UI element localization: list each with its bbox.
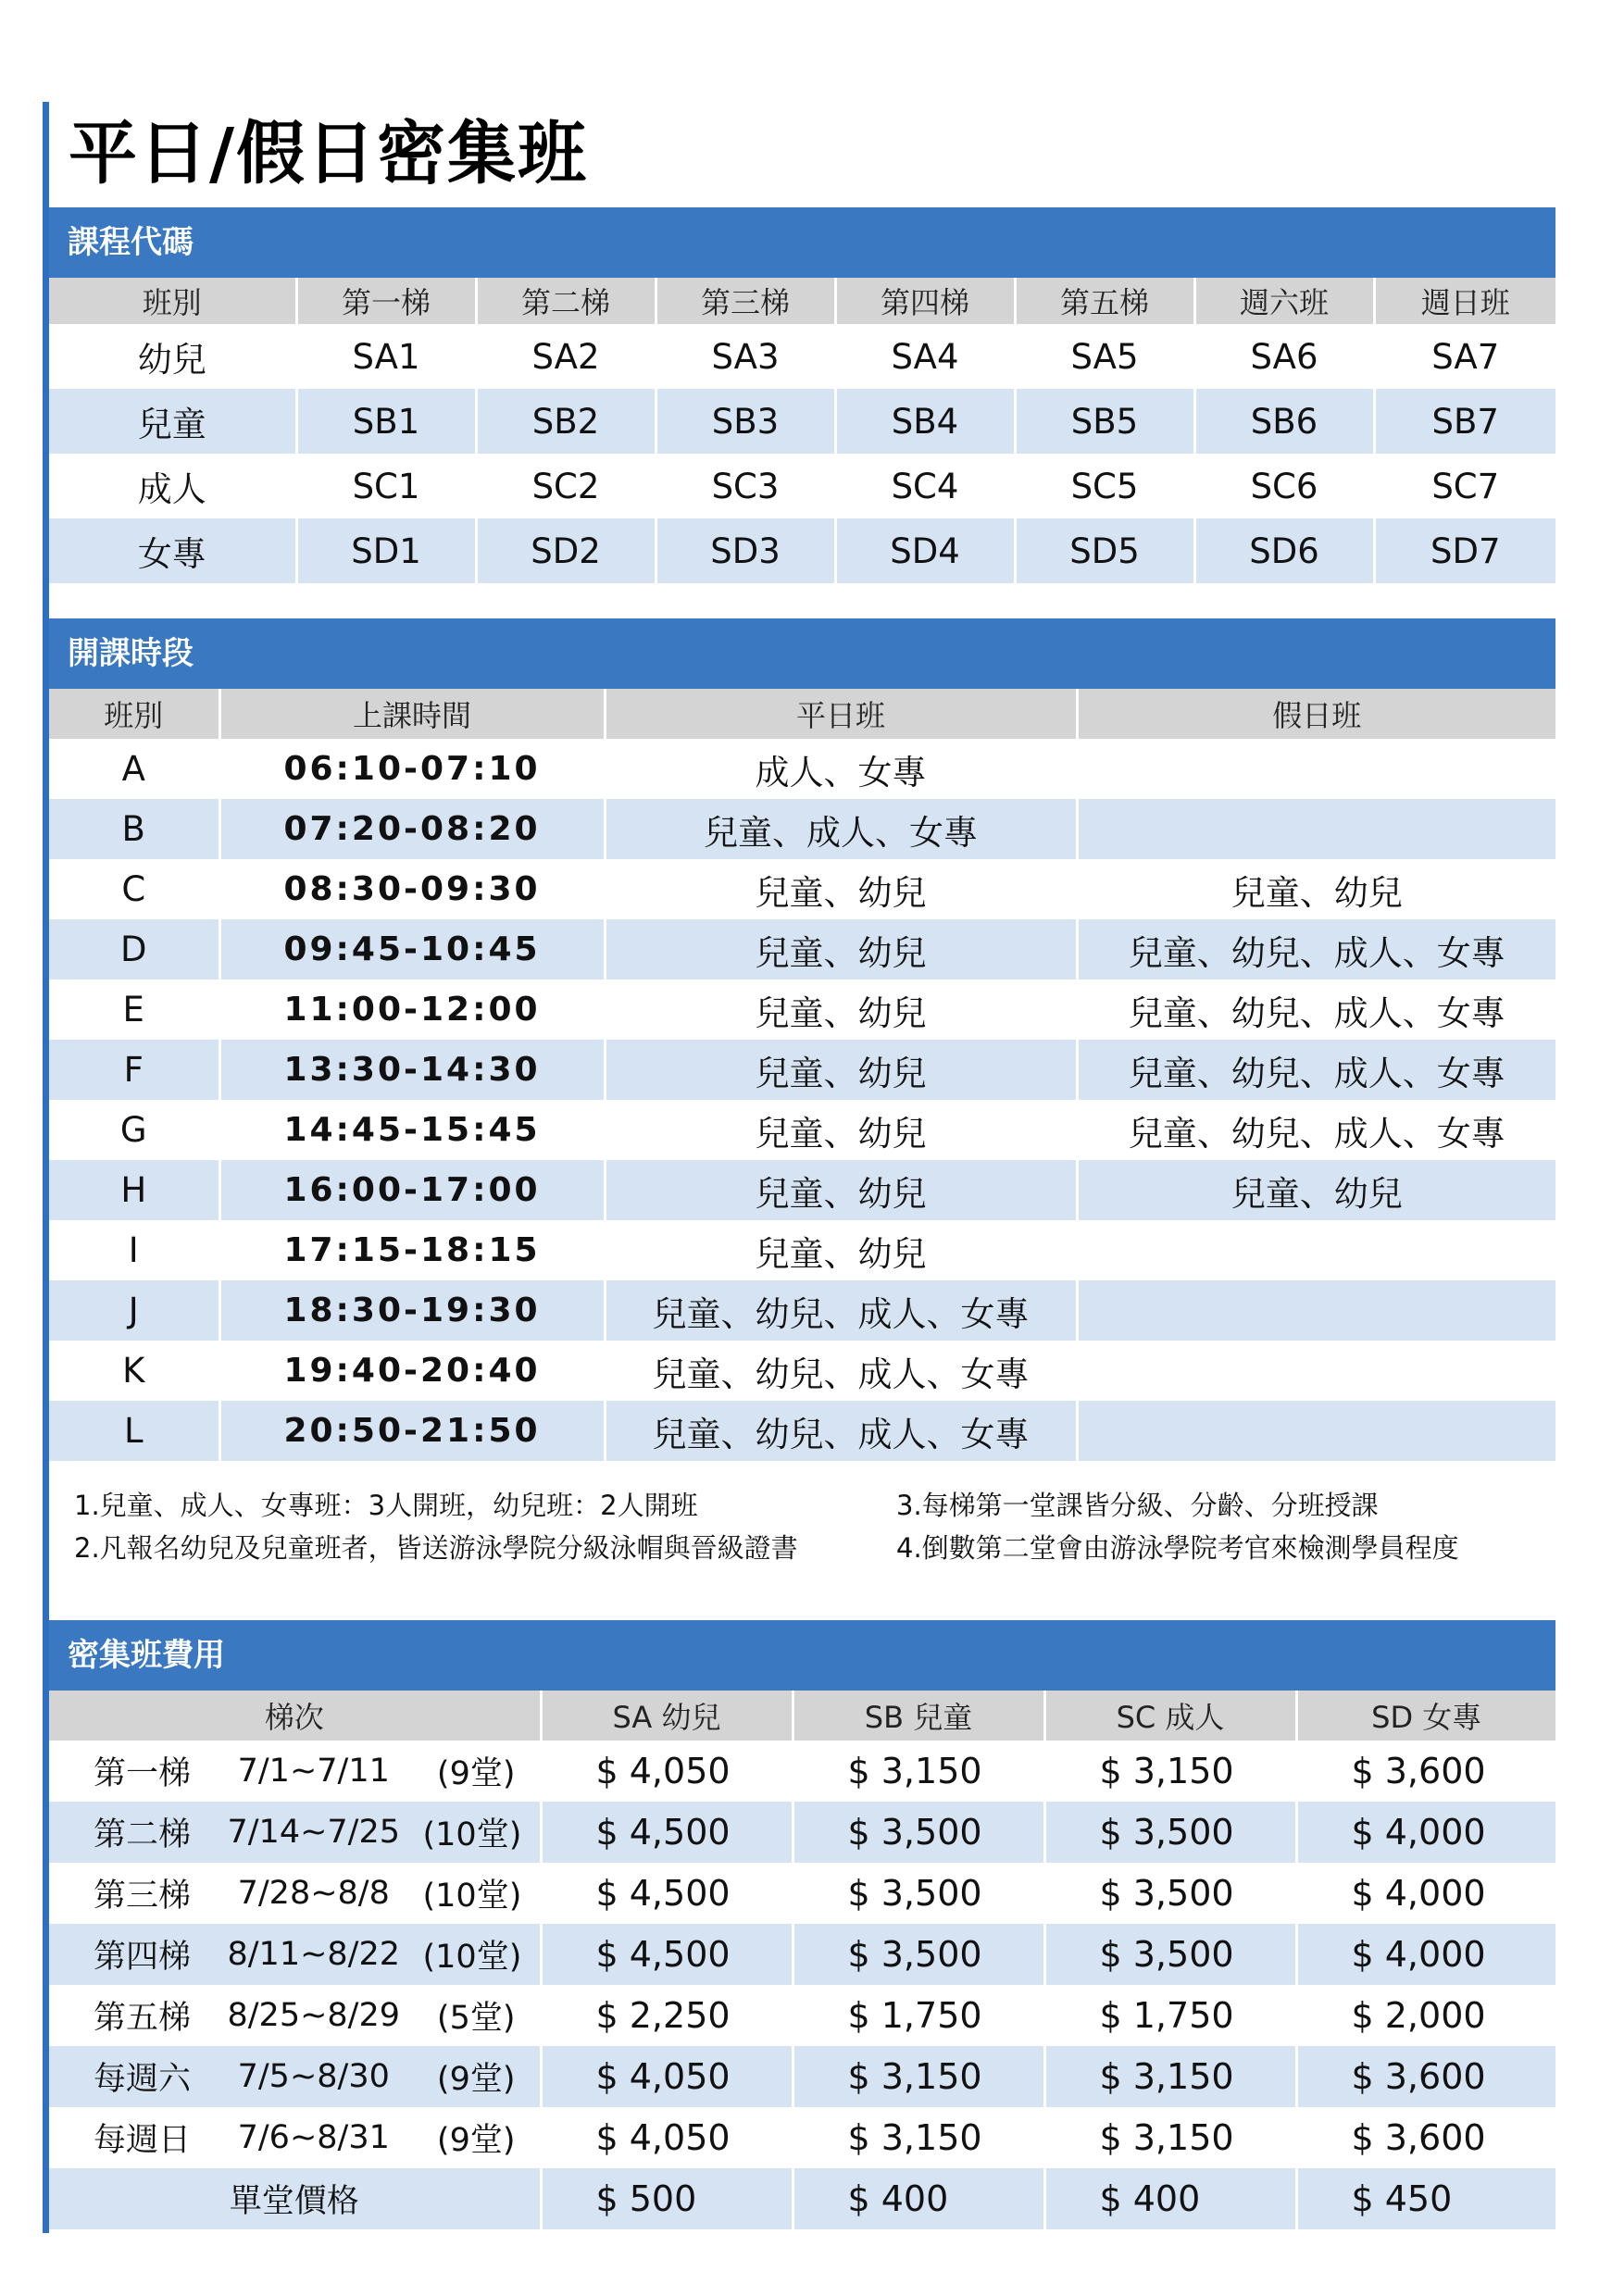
schedule-weekend-cell	[1077, 1341, 1555, 1401]
schedule-weekday-cell: 兒童、幼兒	[605, 919, 1077, 980]
fees-unit-price-cell: $ 400	[1044, 2168, 1296, 2229]
fees-unit-price-cell: $ 450	[1296, 2168, 1555, 2229]
schedule-row	[49, 1280, 1555, 1341]
codes-code-cell: SD2	[476, 518, 656, 583]
codes-class-cell: 成人	[137, 469, 206, 509]
schedule-slot-cell: K	[122, 1351, 145, 1391]
fees-price-cell: $ 4,000	[1296, 1863, 1555, 1924]
schedule-column-header: 班別	[49, 689, 219, 739]
fees-price-cell: $ 4,000	[1296, 1802, 1555, 1863]
fees-tier-info	[49, 1931, 540, 1978]
fees-tier-info	[49, 2053, 540, 2100]
fees-tier-sessions: (10堂)	[422, 1816, 522, 1853]
schedule-slot-cell: A	[121, 749, 145, 789]
schedule-time-cell: 14:45-15:45	[219, 1100, 605, 1160]
fees-tier-dates: 7/6~8/31	[237, 2119, 390, 2156]
schedule-column-header: 平日班	[605, 689, 1077, 739]
fees-price-cell: $ 4,500	[541, 1863, 793, 1924]
codes-code-cell: SA5	[1015, 324, 1194, 389]
schedule-weekend-cell: 兒童、幼兒、成人、女專	[1077, 1040, 1555, 1100]
schedule-weekday-cell: 兒童、幼兒	[605, 859, 1077, 919]
codes-code-cell: SC3	[656, 454, 835, 518]
fees-price-cell: $ 3,500	[793, 1802, 1044, 1863]
note-1: 1.兒童、成人、女專班：3人開班，幼兒班：2人開班	[74, 1490, 698, 1521]
fees-column-header: SA 幼兒	[541, 1691, 793, 1741]
codes-code-cell: SD7	[1374, 518, 1555, 583]
fees-table	[49, 1691, 1555, 2229]
fees-row	[49, 2046, 1555, 2107]
fees-tier-cell	[49, 1802, 541, 1863]
codes-code-cell: SC6	[1194, 454, 1374, 518]
codes-column-header: 週六班	[1194, 278, 1374, 324]
fees-row	[49, 2107, 1555, 2168]
fees-tier-name: 第四梯	[94, 1939, 192, 1976]
fees-tier-cell	[49, 1924, 541, 1985]
fees-price-cell: $ 3,600	[1296, 2046, 1555, 2107]
schedule-weekday-cell: 兒童、幼兒	[605, 1160, 1077, 1220]
schedule-weekday-cell: 兒童、幼兒	[605, 1220, 1077, 1280]
schedule-weekday-cell: 成人、女專	[605, 739, 1077, 799]
codes-class-cell: 女專	[49, 518, 296, 583]
schedule-time-cell: 16:00-17:00	[219, 1160, 605, 1220]
codes-column-header: 第二梯	[476, 278, 656, 324]
codes-column-header: 第四梯	[835, 278, 1015, 324]
fees-tier-info	[49, 1748, 540, 1794]
fees-price-cell: $ 4,500	[541, 1924, 793, 1985]
schedule-slot-cell: D	[49, 919, 219, 980]
fees-row	[49, 1985, 1555, 2046]
fees-price-cell: $ 4,050	[541, 1741, 793, 1802]
schedule-weekday-cell: 兒童、幼兒	[605, 1040, 1077, 1100]
schedule-column-header: 上課時間	[219, 689, 605, 739]
fees-row	[49, 1924, 1555, 1985]
schedule-slot-cell: C	[121, 869, 146, 909]
codes-row	[49, 454, 1555, 518]
fees-tier-cell	[49, 2107, 541, 2168]
course-codes-table	[49, 278, 1555, 583]
fees-tier-name: 每週六	[94, 2061, 192, 2098]
page-title: 平日/假日密集班	[69, 114, 589, 193]
schedule-slot-cell: F	[49, 1040, 219, 1100]
schedule-slot-cell: L	[49, 1401, 219, 1461]
schedule-row	[49, 1040, 1555, 1100]
schedule-row	[49, 1100, 1555, 1160]
schedule-row	[49, 799, 1555, 859]
fees-tier-sessions: (9堂)	[436, 2061, 516, 2098]
schedule-weekday-cell: 兒童、成人、女專	[605, 799, 1077, 859]
codes-code-cell: SD5	[1015, 518, 1194, 583]
codes-code-cell: SB4	[835, 389, 1015, 454]
codes-code-cell: SC7	[1374, 454, 1555, 518]
fees-tier-name: 第二梯	[94, 1816, 192, 1853]
fees-price-cell: $ 3,600	[1296, 2107, 1555, 2168]
note-2: 2.凡報名幼兒及兒童班者，皆送游泳學院分級泳帽與晉級證書	[74, 1532, 798, 1564]
schedule-weekend-cell: 兒童、幼兒、成人、女專	[1077, 980, 1555, 1040]
fees-tier-cell	[49, 1985, 541, 2046]
fees-header: 密集班費用	[49, 1620, 1555, 1691]
codes-code-cell: SB1	[296, 389, 476, 454]
codes-code-cell: SA4	[835, 324, 1015, 389]
fees-row	[49, 1741, 1555, 1802]
schedule-time-cell: 11:00-12:00	[219, 980, 605, 1040]
fees-column-header: SC 成人	[1044, 1691, 1296, 1741]
codes-column-header: 第一梯	[296, 278, 476, 324]
fees-price-cell: $ 4,050	[541, 2107, 793, 2168]
schedule-weekend-cell: 兒童、幼兒、成人、女專	[1077, 919, 1555, 980]
schedule-time-cell: 18:30-19:30	[219, 1280, 605, 1341]
fees-tier-cell	[49, 1741, 541, 1802]
codes-row	[49, 389, 1555, 454]
schedule-weekend-cell	[1077, 799, 1555, 859]
schedule-table	[49, 689, 1555, 1461]
fees-tier-sessions: (5堂)	[436, 2000, 516, 2037]
fees-price-cell: $ 3,500	[1044, 1802, 1296, 1863]
left-accent-rule	[43, 102, 49, 2233]
codes-class-cell: 兒童	[49, 389, 296, 454]
schedule-time-cell: 06:10-07:10	[219, 739, 605, 799]
fees-price-cell: $ 4,000	[1296, 1924, 1555, 1985]
schedule-weekday-cell: 兒童、幼兒	[605, 980, 1077, 1040]
fees-price-cell: $ 3,150	[1044, 2046, 1296, 2107]
schedule-time-cell: 19:40-20:40	[219, 1341, 605, 1401]
schedule-row	[49, 739, 1555, 799]
codes-class-cell: 幼兒	[137, 340, 206, 380]
fees-price-cell: $ 3,150	[793, 2107, 1044, 2168]
codes-code-cell: SD6	[1194, 518, 1374, 583]
schedule-row	[49, 1220, 1555, 1280]
schedule-time-cell: 07:20-08:20	[219, 799, 605, 859]
codes-code-cell: SA1	[296, 324, 476, 389]
fees-tier-dates: 7/5~8/30	[237, 2058, 390, 2095]
schedule-row	[49, 919, 1555, 980]
codes-code-cell: SC4	[835, 454, 1015, 518]
schedule-time-cell: 09:45-10:45	[219, 919, 605, 980]
schedule-weekday-cell: 兒童、幼兒、成人、女專	[605, 1341, 1077, 1401]
fees-tier-dates: 7/14~7/25	[227, 1814, 401, 1851]
fees-price-cell: $ 3,150	[1044, 2107, 1296, 2168]
schedule-weekend-cell	[1077, 739, 1555, 799]
schedule-row	[49, 1401, 1555, 1461]
codes-code-cell: SD3	[656, 518, 835, 583]
schedule-column-header: 假日班	[1077, 689, 1555, 739]
codes-code-cell: SB3	[656, 389, 835, 454]
codes-column-header: 班別	[49, 278, 296, 324]
codes-code-cell: SA3	[656, 324, 835, 389]
schedule-weekend-cell	[1077, 1401, 1555, 1461]
fees-tier-dates: 7/28~8/8	[237, 1875, 390, 1912]
fees-price-cell: $ 3,150	[793, 2046, 1044, 2107]
schedule-slot-cell: E	[122, 990, 144, 1029]
fees-tier-dates: 8/11~8/22	[227, 1936, 401, 1973]
fees-price-cell: $ 2,250	[541, 1985, 793, 2046]
fees-column-header: SB 兒童	[793, 1691, 1044, 1741]
fees-price-cell: $ 4,500	[541, 1802, 793, 1863]
schedule-slot-cell: I	[128, 1230, 139, 1270]
codes-code-cell: SD4	[835, 518, 1015, 583]
codes-code-cell: SC2	[476, 454, 656, 518]
codes-code-cell: SB7	[1374, 389, 1555, 454]
fees-price-cell: $ 4,050	[541, 2046, 793, 2107]
course-codes-header: 課程代碼	[49, 207, 1555, 278]
schedule-weekend-cell: 兒童、幼兒	[1077, 1160, 1555, 1220]
schedule-slot-cell: G	[119, 1110, 147, 1150]
codes-code-cell: SB6	[1194, 389, 1374, 454]
fees-price-cell: $ 3,500	[793, 1924, 1044, 1985]
schedule-weekend-cell	[1077, 1280, 1555, 1341]
fees-row	[49, 1802, 1555, 1863]
schedule-time-cell: 13:30-14:30	[219, 1040, 605, 1100]
schedule-row	[49, 859, 1555, 919]
schedule-header: 開課時段	[49, 618, 1555, 689]
fees-row	[49, 1863, 1555, 1924]
codes-code-cell: SA7	[1374, 324, 1555, 389]
schedule-time-cell: 20:50-21:50	[219, 1401, 605, 1461]
fees-tier-sessions: (9堂)	[436, 1755, 516, 1792]
fees-price-cell: $ 2,000	[1296, 1985, 1555, 2046]
schedule-row	[49, 1341, 1555, 1401]
codes-column-header: 週日班	[1374, 278, 1555, 324]
codes-code-cell: SB2	[476, 389, 656, 454]
schedule-slot-cell: H	[49, 1160, 219, 1220]
schedule-time-cell: 08:30-09:30	[219, 859, 605, 919]
schedule-slot-cell: J	[49, 1280, 219, 1341]
fees-tier-info	[49, 1870, 540, 1916]
note-4: 4.倒數第二堂會由游泳學院考官來檢測學員程度	[896, 1532, 1459, 1564]
fees-tier-sessions: (10堂)	[422, 1878, 522, 1915]
codes-row	[49, 324, 1555, 389]
codes-code-cell: SA2	[476, 324, 656, 389]
fees-tier-sessions: (10堂)	[422, 1939, 522, 1976]
schedule-weekday-cell: 兒童、幼兒、成人、女專	[605, 1280, 1077, 1341]
fees-price-cell: $ 3,500	[1044, 1924, 1296, 1985]
schedule-weekend-cell: 兒童、幼兒	[1077, 859, 1555, 919]
schedule-weekend-cell: 兒童、幼兒、成人、女專	[1077, 1100, 1555, 1160]
fees-tier-info	[49, 1992, 540, 2039]
fees-column-header: 梯次	[49, 1691, 541, 1741]
schedule-row	[49, 1160, 1555, 1220]
fees-tier-cell	[49, 2046, 541, 2107]
fees-price-cell: $ 3,600	[1296, 1741, 1555, 1802]
codes-column-header: 第五梯	[1015, 278, 1194, 324]
fees-tier-name: 第三梯	[94, 1878, 192, 1915]
codes-column-header: 第三梯	[656, 278, 835, 324]
schedule-row	[49, 980, 1555, 1040]
fees-price-cell: $ 1,750	[793, 1985, 1044, 2046]
note-3: 3.每梯第一堂課皆分級、分齡、分班授課	[896, 1490, 1379, 1521]
fees-tier-name: 第一梯	[94, 1755, 192, 1792]
codes-code-cell: SD1	[296, 518, 476, 583]
schedule-weekday-cell: 兒童、幼兒	[605, 1100, 1077, 1160]
fees-unit-price-cell: $ 500	[541, 2168, 793, 2229]
codes-code-cell: SA6	[1194, 324, 1374, 389]
fees-tier-dates: 7/1~7/11	[237, 1753, 390, 1790]
fees-price-cell: $ 1,750	[1044, 1985, 1296, 2046]
schedule-weekday-cell: 兒童、幼兒、成人、女專	[605, 1401, 1077, 1461]
fees-unit-price-row	[49, 2168, 1555, 2229]
fees-tier-dates: 8/25~8/29	[227, 1997, 401, 2034]
fees-tier-name: 每週日	[94, 2122, 192, 2159]
schedule-time-cell: 17:15-18:15	[219, 1220, 605, 1280]
codes-code-cell: SC1	[296, 454, 476, 518]
fees-price-cell: $ 3,500	[1044, 1863, 1296, 1924]
fees-column-header: SD 女專	[1296, 1691, 1555, 1741]
fees-price-cell: $ 3,500	[793, 1863, 1044, 1924]
fees-tier-name: 第五梯	[94, 2000, 192, 2037]
fees-tier-cell	[49, 1863, 541, 1924]
fees-unit-price-label: 單堂價格	[49, 2168, 541, 2229]
fees-unit-price-cell: $ 400	[793, 2168, 1044, 2229]
fees-tier-info	[49, 1809, 540, 1855]
codes-code-cell: SC5	[1015, 454, 1194, 518]
schedule-weekend-cell	[1077, 1220, 1555, 1280]
codes-code-cell: SB5	[1015, 389, 1194, 454]
fees-tier-sessions: (9堂)	[436, 2122, 516, 2159]
fees-price-cell: $ 3,150	[1044, 1741, 1296, 1802]
schedule-slot-cell: B	[49, 799, 219, 859]
fees-tier-info	[49, 2115, 540, 2161]
fees-price-cell: $ 3,150	[793, 1741, 1044, 1802]
codes-row	[49, 518, 1555, 583]
